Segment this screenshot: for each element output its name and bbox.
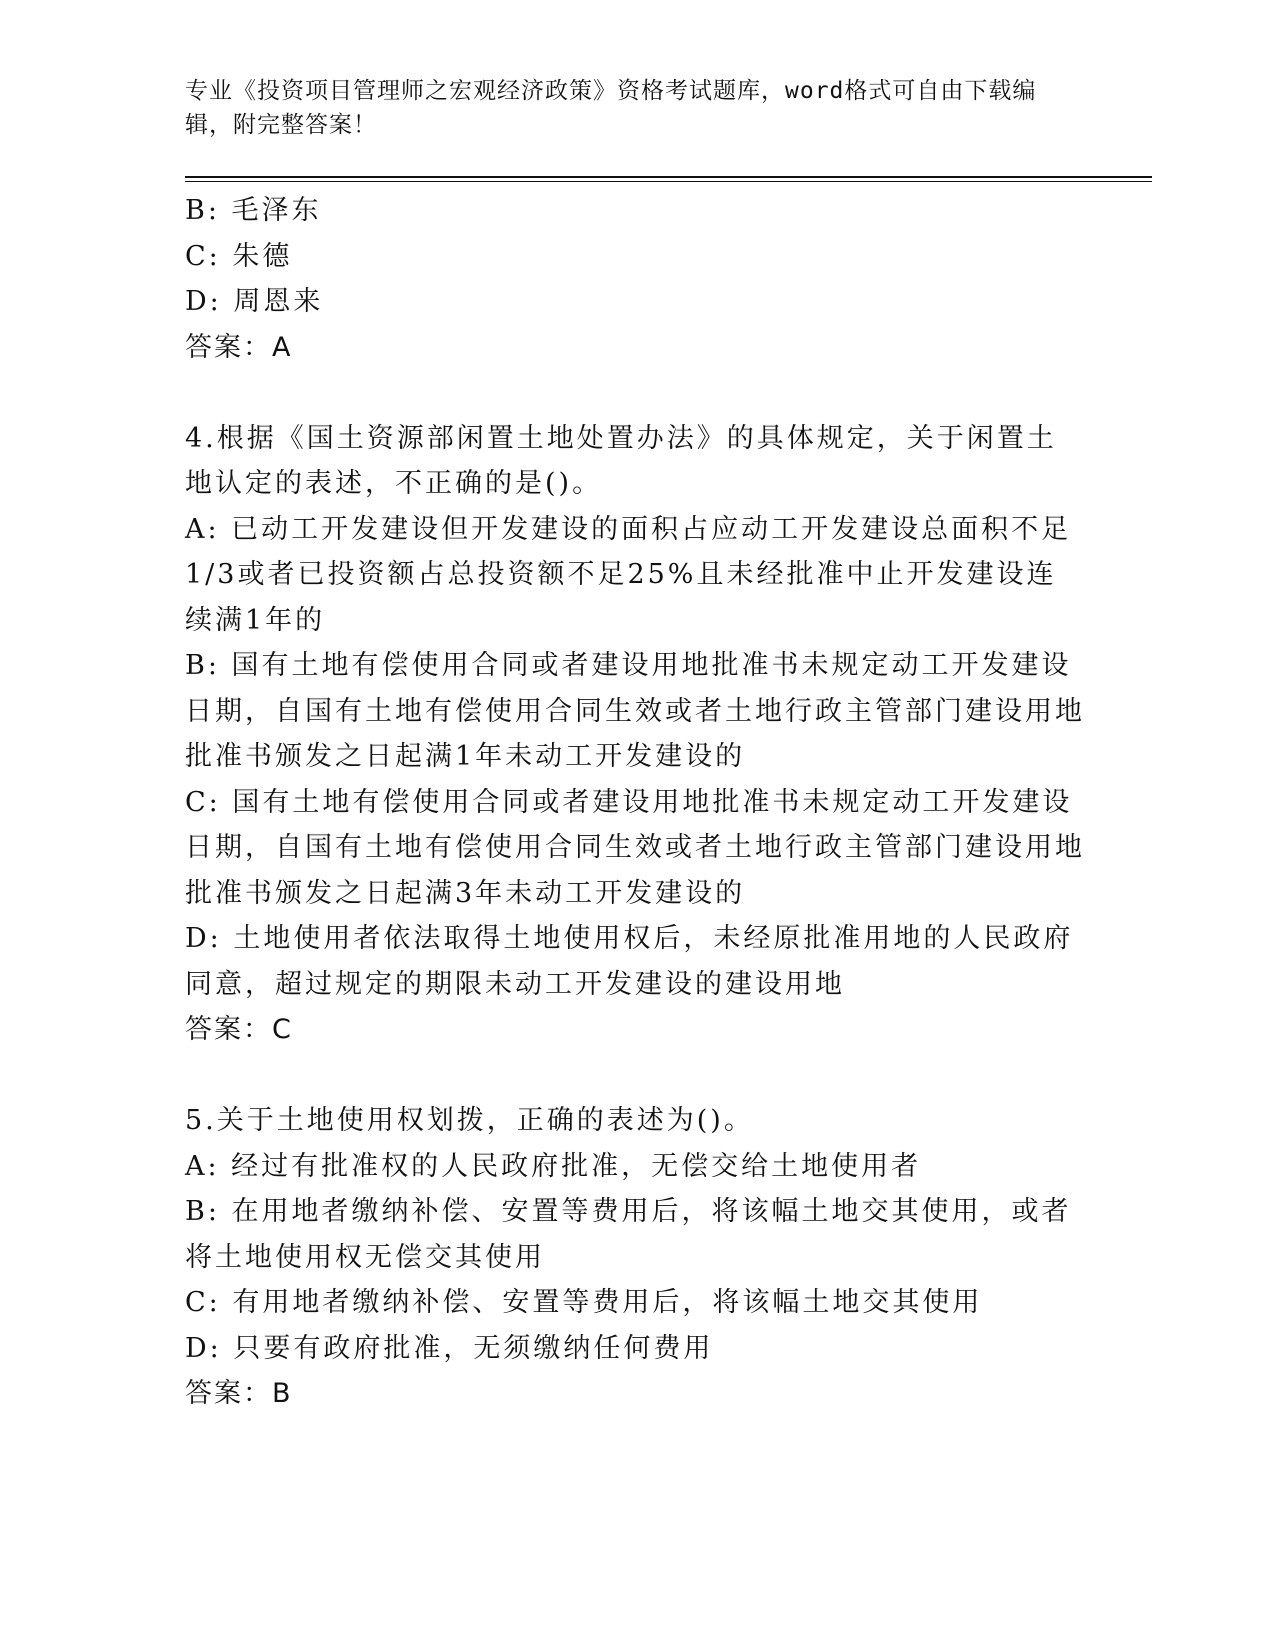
spacer: [185, 370, 1085, 416]
option-d: D: 土地使用者依法取得土地使用权后，未经原批准用地的人民政府同意，超过规定的期限未动工开发建设的建设用地: [185, 923, 1074, 1000]
header-divider-thick: [185, 176, 1152, 178]
question-stem: 5.关于土地使用权划拨，正确的表述为()。: [185, 1105, 754, 1136]
option-d: D: 只要有政府批准，无须缴纳任何费用: [185, 1332, 714, 1364]
option-b: B: 国有土地有偿使用合同或者建设用地批准书未规定动工开发建设日期，自国有土地有偿使用合同生效或者土地行政主管部门建设用地批准书颁发之日起满1年未动工开发建设的: [185, 650, 1085, 772]
question-5: [185, 1098, 1085, 1417]
question-4: [185, 416, 1085, 1053]
option-d: D: 周恩来: [185, 286, 324, 317]
option-c: C: 有用地者缴纳补偿、安置等费用后，将该幅土地交其使用: [185, 1287, 983, 1318]
header-divider-thin: [185, 181, 1152, 182]
option-b: B: 毛泽东: [185, 195, 322, 226]
answer-line: 答案：B: [185, 1378, 293, 1409]
document-header: 专业《投资项目管理师之宏观经济政策》资格考试题库，word格式可自由下载编辑，附完整答案！: [185, 78, 1037, 138]
continued-question: [185, 188, 1085, 370]
option-c: C: 国有土地有偿使用合同或者建设用地批准书未规定动工开发建设日期，自国有土地有偿使用合同生效或者土地行政主管部门建设用地批准书颁发之日起满3年未动工开发建设的: [185, 786, 1085, 909]
answer-line: 答案：C: [185, 1014, 293, 1045]
question-stem: 4.根据《国土资源部闲置土地处置办法》的具体规定，关于闲置土地认定的表述，不正确的是()。: [185, 422, 1057, 499]
spacer: [185, 1053, 1085, 1099]
option-a: A: 经过有批准权的人民政府批准，无偿交给土地使用者: [185, 1150, 922, 1182]
question-content: [185, 188, 1085, 1417]
answer-line: 答案：A: [185, 331, 293, 363]
option-c: C: 朱德: [185, 240, 293, 272]
option-b: B: 在用地者缴纳补偿、安置等费用后，将该幅土地交其使用，或者将土地使用权无偿交其使用: [185, 1196, 1072, 1273]
option-a: A: 已动工开发建设但开发建设的面积占应动工开发建设总面积不足1/3或者已投资额占总投资额不足25%且未经批准中止开发建设连续满1年的: [185, 513, 1072, 636]
